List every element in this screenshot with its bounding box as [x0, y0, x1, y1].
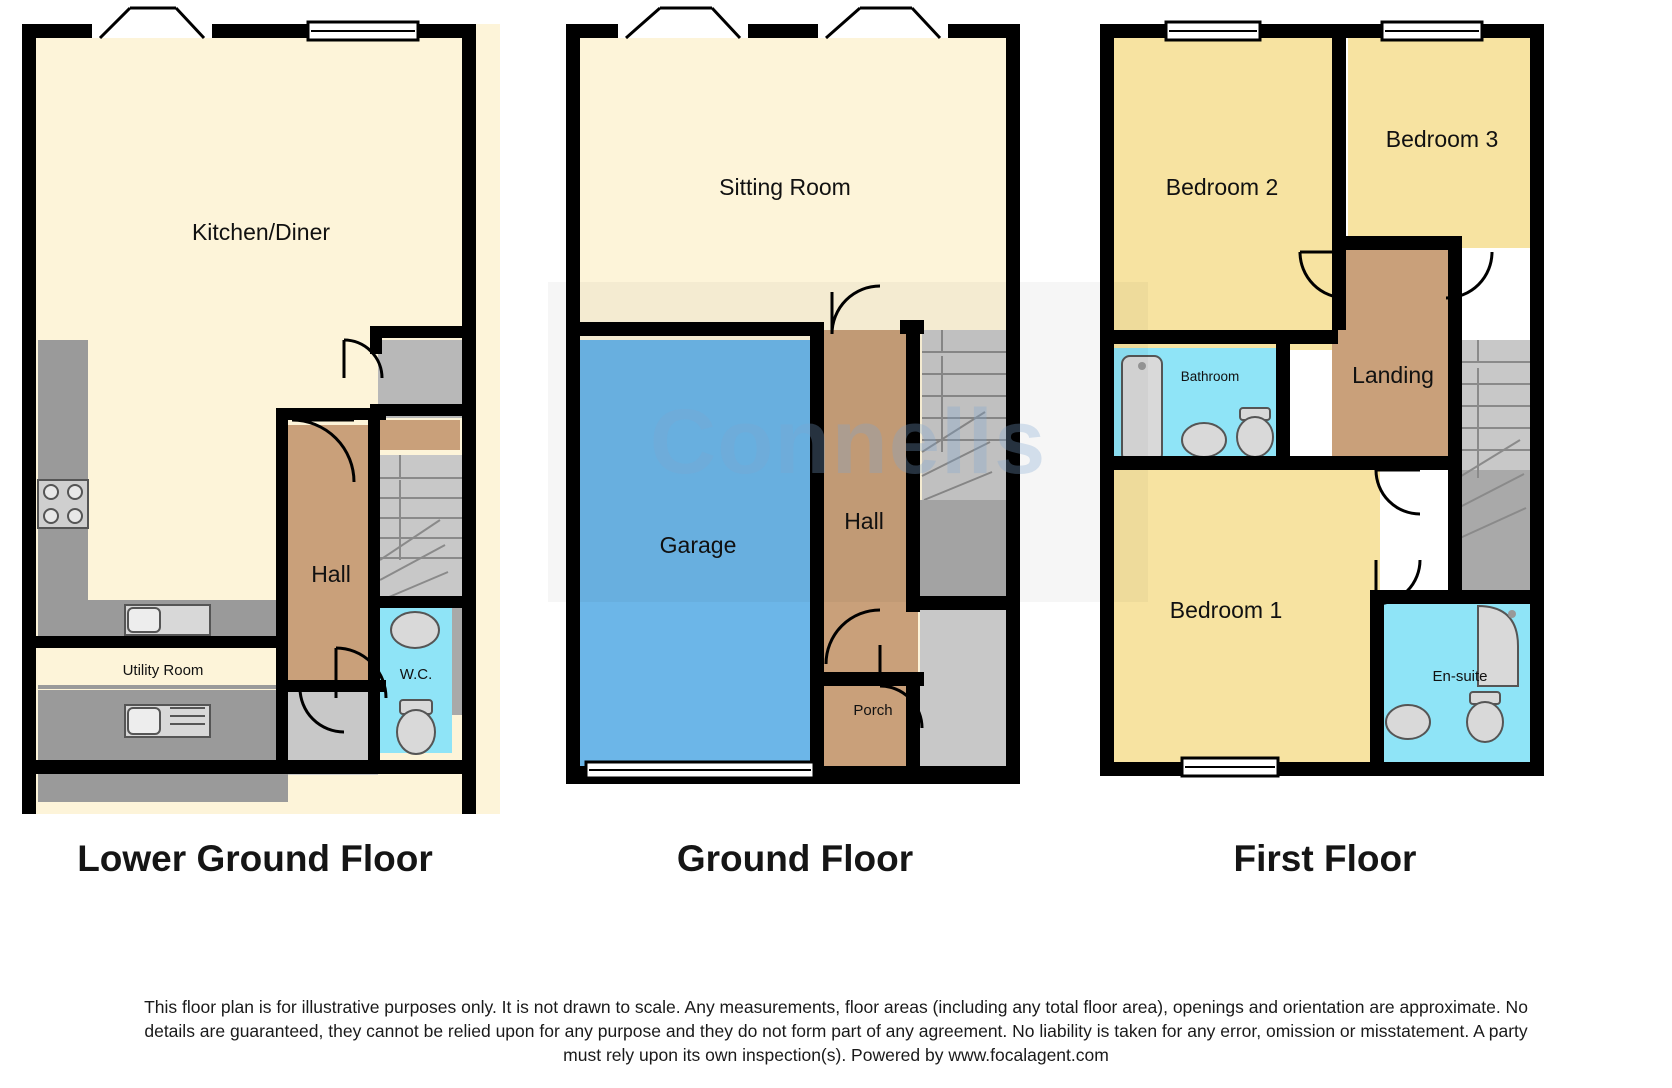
- room-label-utility-room: Utility Room: [122, 662, 204, 679]
- room-label-en-suite: En-suite: [1432, 668, 1488, 685]
- floor-title-ground: Ground Floor: [676, 838, 914, 879]
- room-label-hall-lower: Hall: [311, 561, 351, 587]
- floor-ground: [566, 8, 1020, 784]
- disclaimer-line-2: details are guaranteed, they cannot be relied upon for any purpose and they do not form part of any agreement. No liability is taken for any error, omission or misstatement. A party: [144, 1021, 1528, 1041]
- room-label-porch: Porch: [853, 702, 893, 719]
- floor-title-lower-ground: Lower Ground Floor: [77, 838, 433, 879]
- room-label-bedroom-3: Bedroom 3: [1385, 126, 1499, 152]
- room-label-kitchen-diner: Kitchen/Diner: [191, 219, 331, 245]
- room-label-landing: Landing: [1352, 362, 1434, 388]
- watermark-text: Connells: [649, 391, 1047, 493]
- room-label-bedroom-1: Bedroom 1: [1169, 597, 1283, 623]
- room-label-bedroom-2: Bedroom 2: [1165, 174, 1279, 200]
- disclaimer-line-1: This floor plan is for illustrative purposes only. It is not drawn to scale. Any measurements, floor areas (including any total floor area), openings and orientation are approximate. No: [144, 997, 1528, 1017]
- room-label-bathroom: Bathroom: [1180, 369, 1240, 384]
- floor-title-first: First Floor: [1233, 838, 1417, 879]
- floor-lower-ground: [22, 8, 500, 814]
- room-label-hall-ground: Hall: [844, 508, 884, 534]
- disclaimer: [0, 995, 1672, 1067]
- room-label-garage: Garage: [659, 532, 737, 558]
- room-label-sitting-room: Sitting Room: [719, 174, 851, 200]
- disclaimer-line-3: must rely upon its own inspection(s). Powered by www.focalagent.com: [563, 1045, 1109, 1065]
- room-label-wc: W.C.: [399, 666, 433, 683]
